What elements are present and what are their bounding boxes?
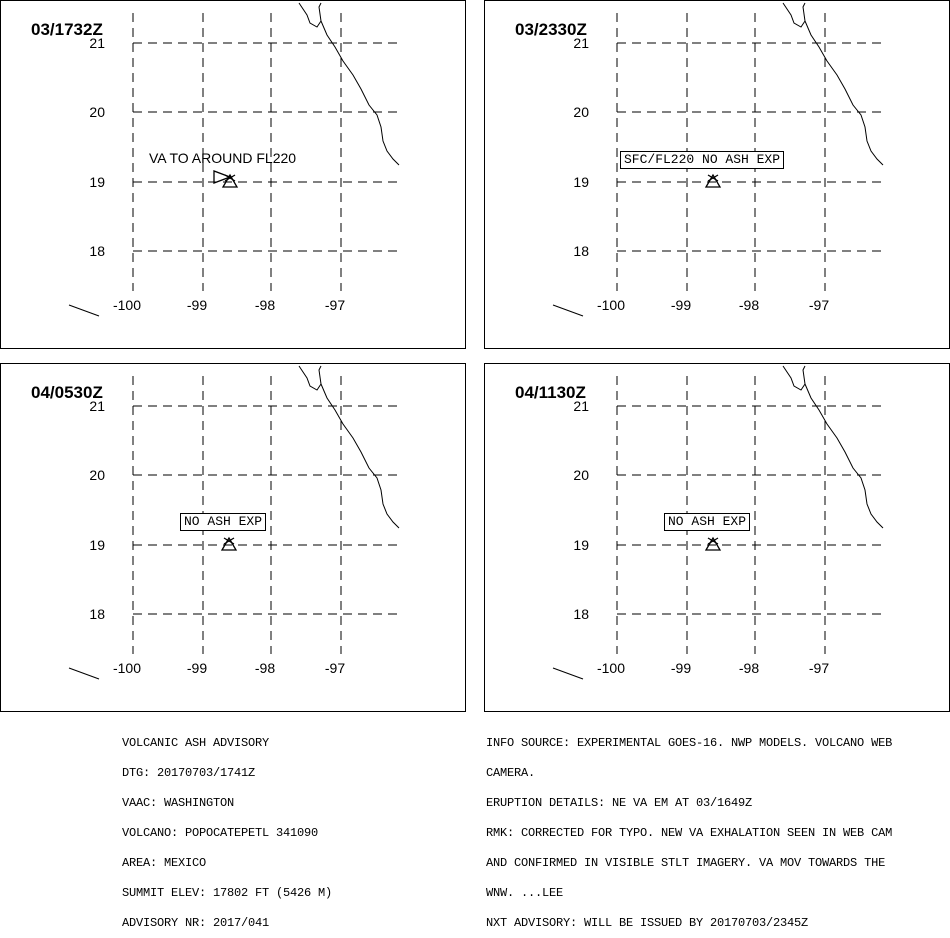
- lon-label-98: -98: [254, 297, 276, 313]
- scale-tick: [69, 305, 99, 316]
- advisory-title: VOLCANIC ASH ADVISORY: [122, 736, 270, 750]
- advisory-remark-cont-2: WNW. ...LEE: [486, 886, 564, 900]
- lat-label-20: 20: [573, 467, 589, 483]
- advisory-info-source: INFO SOURCE: EXPERIMENTAL GOES-16. NWP MODELS. VOLCANO WEB: [486, 736, 893, 750]
- valid-time-label: 04/1130Z: [515, 383, 586, 402]
- advisory-dtg: DTG: 20170703/1741Z: [122, 766, 256, 780]
- lon-label-99: -99: [186, 297, 208, 313]
- map-canvas: [1, 364, 467, 713]
- lat-label-21: 21: [573, 398, 589, 414]
- map-panel-1: [0, 0, 466, 349]
- advisory-remark-cont-1: AND CONFIRMED IN VISIBLE STLT IMAGERY. VA MOV TOWARDS THE: [486, 856, 886, 870]
- ash-forecast-note: VA TO AROUND FL220: [149, 150, 297, 166]
- lat-label-20: 20: [89, 104, 105, 120]
- valid-time-label: 04/0530Z: [31, 383, 103, 402]
- lat-label-18: 18: [573, 606, 589, 622]
- advisory-number: ADVISORY NR: 2017/041: [122, 916, 270, 930]
- volcano-icon: [706, 538, 720, 550]
- lat-label-19: 19: [573, 174, 589, 190]
- lon-label-98: -98: [738, 660, 760, 676]
- map-canvas: [485, 1, 950, 350]
- lon-label-100: -100: [112, 660, 142, 676]
- lon-label-99: -99: [670, 297, 692, 313]
- advisory-details-block: [486, 718, 892, 938]
- lon-label-97: -97: [324, 660, 346, 676]
- lat-label-19: 19: [89, 174, 105, 190]
- coastline: [299, 3, 399, 165]
- advisory-vaac: VAAC: WASHINGTON: [122, 796, 235, 810]
- map-panel-2: [484, 0, 950, 349]
- advisory-summit-elev: SUMMIT ELEV: 17802 FT (5426 M): [122, 886, 333, 900]
- advisory-area: AREA: MEXICO: [122, 856, 207, 870]
- advisory-volcano: VOLCANO: POPOCATEPETL 341090: [122, 826, 319, 840]
- map-panel-4: [484, 363, 950, 712]
- ash-forecast-note: NO ASH EXP: [180, 513, 266, 531]
- coastline: [783, 3, 883, 165]
- ash-forecast-note: SFC/FL220 NO ASH EXP: [620, 151, 784, 169]
- lat-label-19: 19: [573, 537, 589, 553]
- coastline: [783, 366, 883, 528]
- lon-label-100: -100: [596, 297, 626, 313]
- lon-label-97: -97: [808, 660, 830, 676]
- volcano-icon: [222, 538, 236, 550]
- lat-label-20: 20: [89, 467, 105, 483]
- advisory-next: NXT ADVISORY: WILL BE ISSUED BY 20170703/2345Z: [486, 916, 809, 930]
- valid-time-label: 03/2330Z: [515, 20, 587, 39]
- ash-forecast-note: NO ASH EXP: [664, 513, 750, 531]
- lat-label-18: 18: [89, 243, 105, 259]
- advisory-info-source-cont: CAMERA.: [486, 766, 536, 780]
- lon-label-97: -97: [324, 297, 346, 313]
- scale-tick: [553, 668, 583, 679]
- scale-tick: [553, 305, 583, 316]
- map-canvas: [1, 1, 467, 350]
- coastline: [299, 366, 399, 528]
- graticule: [617, 376, 885, 654]
- volcano-icon: [706, 175, 720, 187]
- map-panel-3: [0, 363, 466, 712]
- lon-label-97: -97: [808, 297, 830, 313]
- lon-label-98: -98: [738, 297, 760, 313]
- lat-label-19: 19: [89, 537, 105, 553]
- lat-label-21: 21: [573, 35, 589, 51]
- lon-label-100: -100: [112, 297, 142, 313]
- map-canvas: [485, 364, 950, 713]
- lat-label-20: 20: [573, 104, 589, 120]
- advisory-remark: RMK: CORRECTED FOR TYPO. NEW VA EXHALATION SEEN IN WEB CAM: [486, 826, 893, 840]
- lon-label-98: -98: [254, 660, 276, 676]
- valid-time-label: 03/1732Z: [31, 20, 103, 39]
- lat-label-21: 21: [89, 35, 105, 51]
- graticule: [133, 376, 401, 654]
- advisory-header-block: [122, 718, 332, 938]
- lon-label-99: -99: [186, 660, 208, 676]
- lon-label-100: -100: [596, 660, 626, 676]
- scale-tick: [69, 668, 99, 679]
- lat-label-18: 18: [573, 243, 589, 259]
- lat-label-18: 18: [89, 606, 105, 622]
- lat-label-21: 21: [89, 398, 105, 414]
- advisory-eruption-details: ERUPTION DETAILS: NE VA EM AT 03/1649Z: [486, 796, 753, 810]
- lon-label-99: -99: [670, 660, 692, 676]
